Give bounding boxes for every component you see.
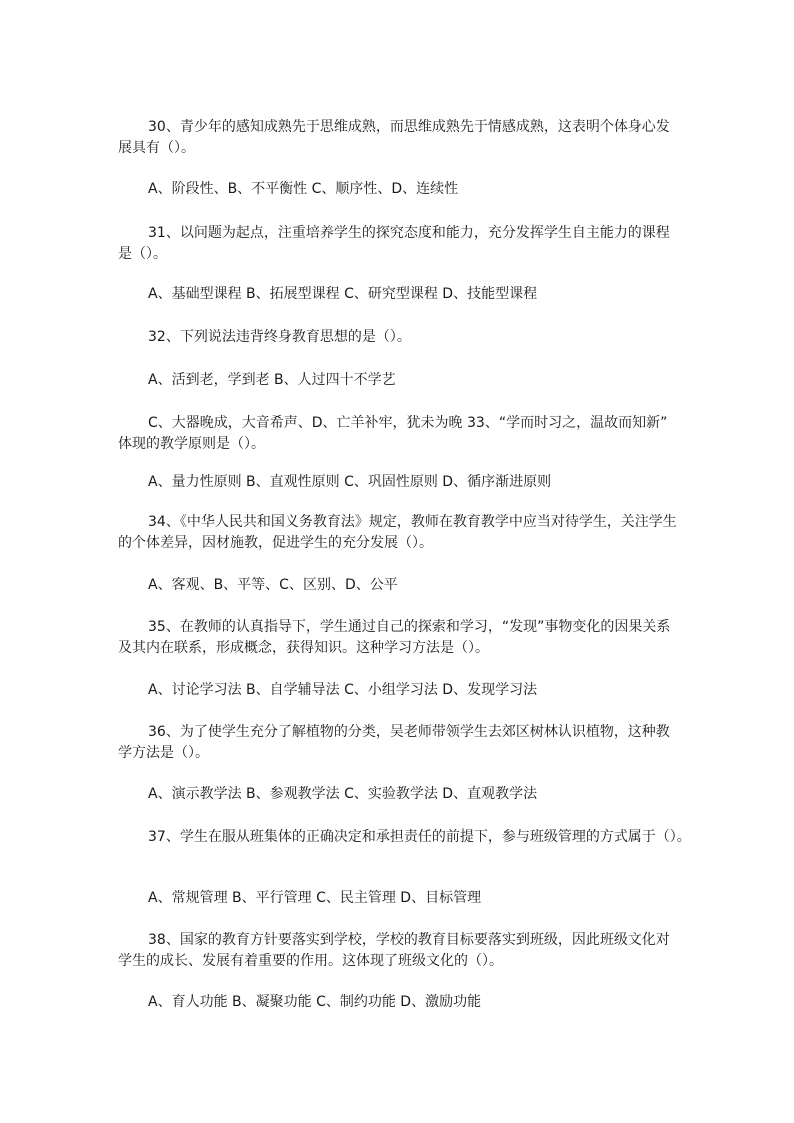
question-text [118, 117, 698, 159]
text-line: 的个体差异，因材施教，促进学生的充分发展（）。 [118, 535, 433, 551]
text-line: A、量力性原则 B、直观性原则 C、巩固性原则 D、循序渐进原则 [148, 474, 552, 490]
text-line: A、讨论学习法 B、自学辅导法 C、小组学习法 D、发现学习法 [148, 682, 538, 698]
text-line: 36、为了使学生充分了解植物的分类，吴老师带领学生去郊区树林认识植物，这种教 [148, 724, 670, 740]
text-line: A、活到老，学到老 B、人过四十不学艺 [148, 372, 396, 388]
text-line: A、常规管理 B、平行管理 C、民主管理 D、目标管理 [148, 890, 482, 906]
text-line: 37、学生在服从班集体的正确决定和承担责任的前提下，参与班级管理的方式属于（）。 [148, 829, 691, 845]
question-text [118, 722, 698, 764]
answer-options [118, 992, 698, 1013]
question-text [118, 327, 698, 348]
answer-options [118, 472, 698, 493]
answer-options [118, 179, 698, 200]
text-line: 34、《中华人民共和国义务教育法》规定，教师在教育教学中应当对待学生，关注学生 [148, 514, 677, 530]
text-line: 是（）。 [118, 246, 167, 262]
text-line: A、育人功能 B、凝聚功能 C、制约功能 D、激励功能 [148, 994, 482, 1010]
answer-options [118, 888, 698, 909]
answer-options [118, 284, 698, 305]
text-line: 展具有（）。 [118, 140, 195, 156]
question-text [118, 512, 698, 554]
text-line: 体现的教学原则是（）。 [118, 436, 265, 452]
text-line: 38、国家的教育方针要落实到学校，学校的教育目标要落实到班级，因此班级文化对 [148, 932, 670, 948]
text-line: A、阶段性、B、不平衡性 C、顺序性、D、连续性 [148, 181, 459, 197]
text-line: 学方法是（）。 [118, 745, 209, 761]
text-line: 学生的成长、发展有着重要的作用。这体现了班级文化的（）。 [118, 953, 503, 969]
answer-options [118, 370, 698, 391]
text-line: 31、以问题为起点，注重培养学生的探究态度和能力，充分发挥学生自主能力的课程 [148, 225, 670, 241]
question-text [118, 413, 698, 455]
text-line: A、客观、B、平等、C、区别、D、公平 [148, 577, 398, 593]
text-line: 35、在教师的认真指导下，学生通过自己的探索和学习，“发现”事物变化的因果关系 [148, 619, 671, 635]
question-text [118, 930, 698, 972]
text-line: A、基础型课程 B、拓展型课程 C、研究型课程 D、技能型课程 [148, 286, 538, 302]
text-line: A、演示教学法 B、参观教学法 C、实验教学法 D、直观教学法 [148, 786, 538, 802]
answer-options [118, 680, 698, 701]
answer-options [118, 784, 698, 805]
answer-options [118, 575, 698, 596]
question-text [118, 827, 698, 848]
question-text [118, 223, 698, 265]
text-line: 及其内在联系，形成概念，获得知识。这种学习方法是（）。 [118, 640, 489, 656]
text-line: C、大器晚成，大音希声、D、亡羊补牢，犹未为晚 33、“学而时习之，温故而知新” [148, 415, 668, 431]
text-line: 30、青少年的感知成熟先于思维成熟，而思维成熟先于情感成熟，这表明个体身心发 [148, 119, 670, 135]
question-text [118, 617, 698, 659]
text-line: 32、下列说法违背终身教育思想的是（）。 [148, 329, 411, 345]
